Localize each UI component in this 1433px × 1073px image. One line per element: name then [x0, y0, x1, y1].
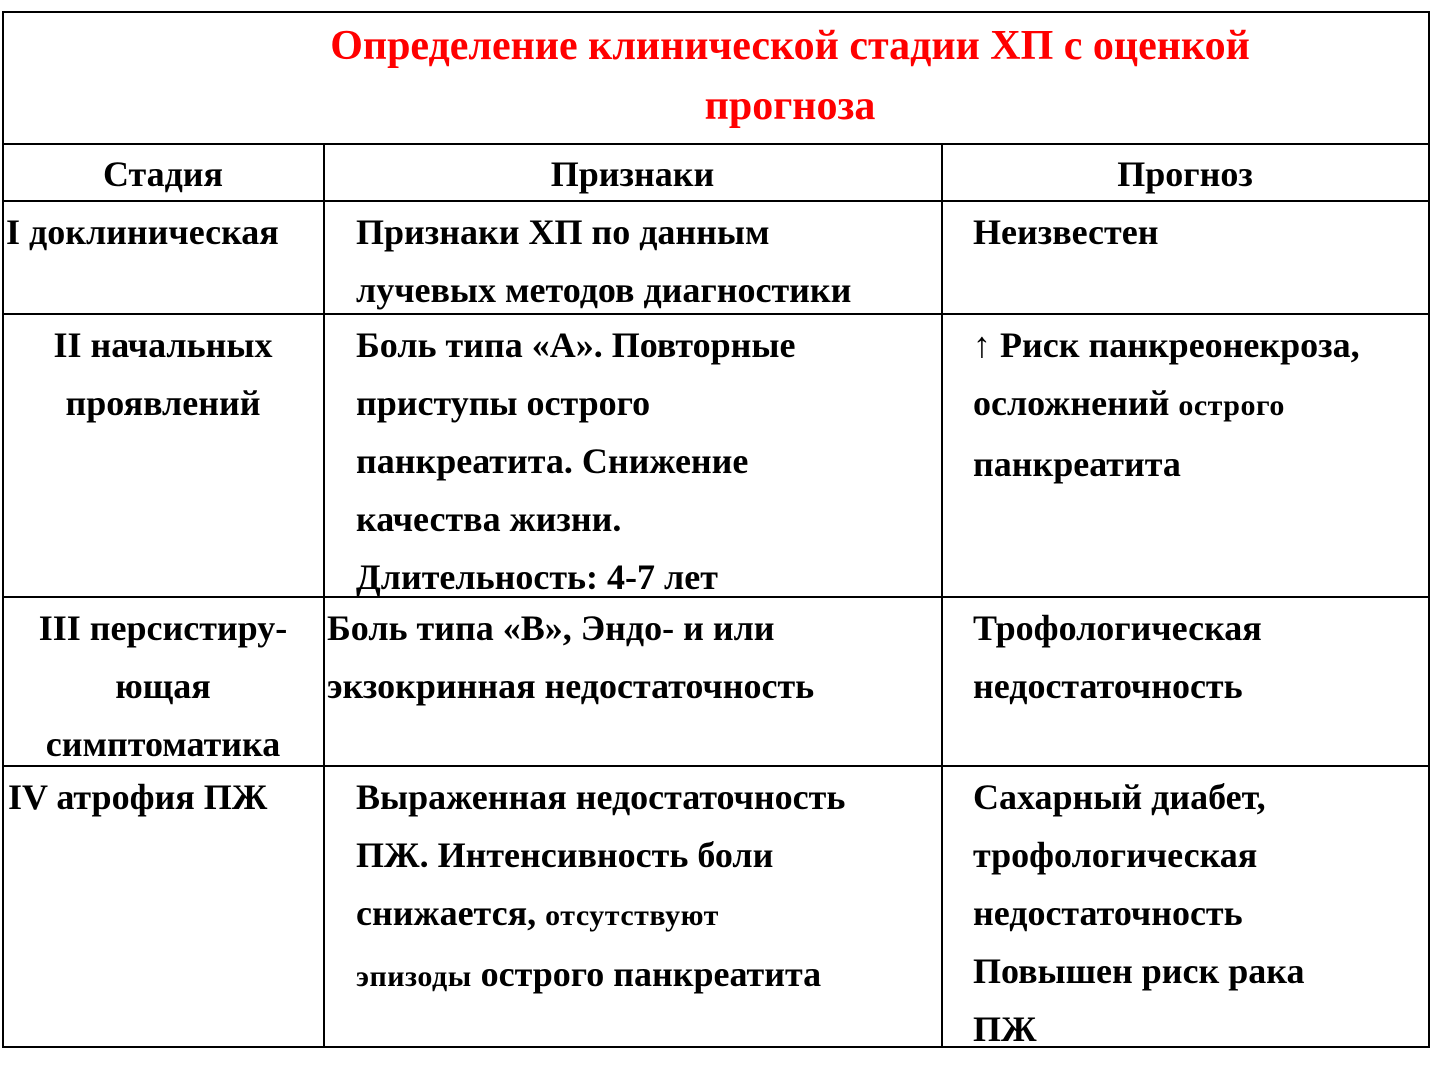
title-line-2: прогноза	[704, 83, 876, 129]
table-right-border	[1428, 11, 1430, 1048]
row-3-signs-line-2: экзокринная недостаточность	[327, 666, 815, 706]
header-signs	[325, 145, 940, 203]
row-1-prognosis	[973, 203, 1427, 261]
row-2-signs-line-5: Длительность: 4-7 лет	[356, 557, 718, 597]
row-1-stage	[6, 203, 322, 261]
header-signs-label: Признаки	[550, 154, 715, 194]
row-4-signs-line-1: Выраженная недостаточность	[356, 777, 846, 817]
row-3-prognosis-line-1: Трофологическая	[973, 608, 1262, 648]
row-2-prognosis-word: осложнений	[973, 383, 1170, 423]
row-3-stage-line-1: III персистиру-	[38, 608, 288, 648]
row-3-stage	[4, 599, 322, 773]
row-3-prognosis-line-2: недостаточность	[973, 666, 1243, 706]
row-2-prognosis-small-caps: острого	[1178, 389, 1285, 422]
row-4-signs-line-3	[356, 884, 940, 945]
row-4-prognosis-line-5: ПЖ	[973, 1009, 1037, 1049]
row-4-signs-word: снижается,	[356, 893, 537, 933]
row-2-stage	[4, 316, 322, 432]
row-4-signs	[356, 768, 940, 1006]
row-1-signs-line-2: лучевых методов диагностики	[356, 270, 852, 310]
row-4-prognosis-line-3: недостаточность	[973, 893, 1243, 933]
row-4-prognosis-line-1: Сахарный диабет,	[973, 777, 1266, 817]
row-2-prognosis	[973, 316, 1427, 493]
row-2-stage-line-2: проявлений	[65, 383, 261, 423]
row-4-stage-line-1: IV атрофия ПЖ	[8, 777, 268, 817]
row-1-stage-line-1: I доклиническая	[6, 212, 279, 252]
row-2-signs-line-1: Боль типа «А». Повторные	[356, 325, 796, 365]
row-4-signs-tail: острого панкреатита	[480, 954, 822, 994]
row-3-prognosis	[973, 599, 1427, 715]
row-4-prognosis	[973, 768, 1427, 1058]
row-2-signs-line-3: панкреатита. Снижение	[356, 441, 749, 481]
table-title	[200, 16, 1380, 136]
row-4-prognosis-line-2: трофологическая	[973, 835, 1258, 875]
row-4-prognosis-line-4: Повышен риск рака	[973, 951, 1305, 991]
row-2-stage-line-1: II начальных	[53, 325, 273, 365]
table-top-border	[3, 11, 1430, 13]
row-3-stage-line-2: ющая	[115, 666, 211, 706]
row-1-prognosis-line-1: Неизвестен	[973, 212, 1159, 252]
row-3-signs	[327, 599, 939, 715]
row-3-stage-line-3: симптоматика	[45, 724, 281, 764]
row-1-signs-line-1: Признаки ХП по данным	[356, 212, 770, 252]
column-divider-2	[941, 143, 943, 1048]
row-2-prognosis-line-2	[973, 374, 1427, 435]
row-4-signs-small-caps: отсутствуют	[545, 899, 719, 932]
row-3-signs-line-1: Боль типа «В», Эндо- и или	[327, 608, 775, 648]
row-4-signs-small-caps-2: эпизоды	[356, 960, 472, 993]
column-divider-1	[323, 143, 325, 1048]
row-2-signs-line-2: приступы острого	[356, 383, 651, 423]
row-2-prognosis-line-3: панкреатита	[973, 444, 1181, 484]
header-prognosis	[943, 145, 1427, 203]
title-line-1: Определение клинической стадии ХП с оценкой	[330, 23, 1250, 69]
header-stage	[4, 145, 322, 203]
row-1-signs	[356, 203, 940, 319]
row-4-signs-line-4	[356, 945, 940, 1006]
row-2-signs-line-4: качества жизни.	[356, 499, 622, 539]
row-4-signs-line-2: ПЖ. Интенсивность боли	[356, 835, 774, 875]
header-stage-label: Стадия	[102, 154, 224, 194]
row-4-stage	[8, 768, 322, 826]
row-2-prognosis-line-1: ↑ Риск панкреонекроза,	[973, 325, 1360, 365]
row-2-signs	[356, 316, 940, 606]
header-prognosis-label: Прогноз	[1117, 154, 1253, 194]
